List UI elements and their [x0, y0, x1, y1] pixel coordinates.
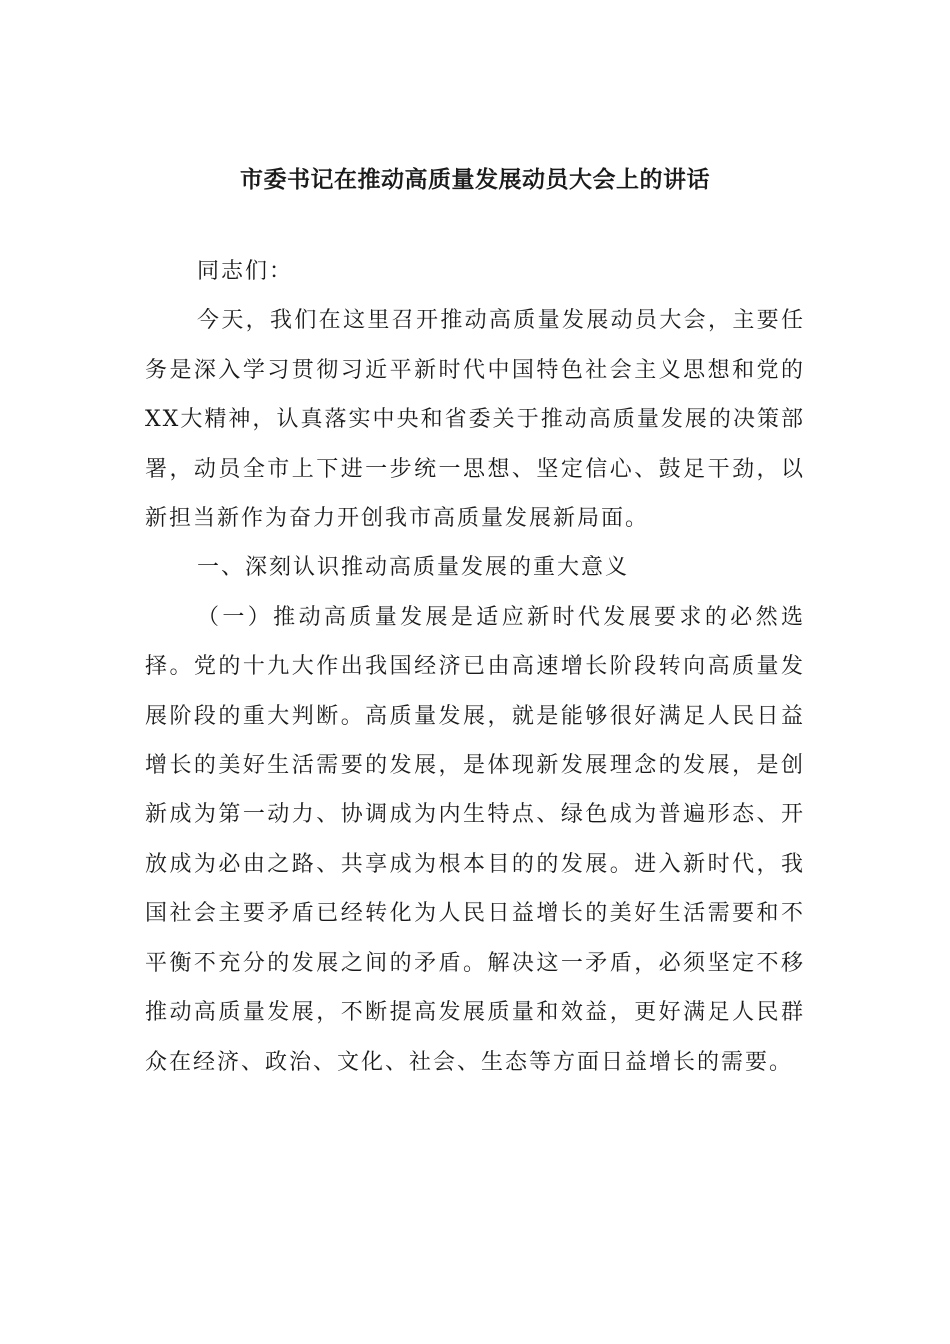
document-title: 市委书记在推动高质量发展动员大会上的讲话 — [240, 167, 710, 193]
opening-paragraph: 今天，我们在这里召开推动高质量发展动员大会，主要任务是深入学习贯彻习近平新时代中国特色社会主义思想和党的XX大精神，认真落实中央和省委关于推动高质量发展的决策部署，动员全市上下进一步统一思想、坚定信心、鼓足干劲，以新担当新作为奋力开创我市高质量发展新局面。 — [145, 308, 805, 532]
salutation-paragraph: 同志们： — [197, 259, 294, 284]
subsection-paragraph: （一）推动高质量发展是适应新时代发展要求的必然选择。党的十九大作出我国经济已由高速增长阶段转向高质量发展阶段的重大判断。高质量发展，就是能够很好满足人民日益增长的美好生活需要的发展，是体现新发展理念的发展，是创新成为第一动力、协调成为内生特点、绿色成为普遍形态、开放成为必由之路、共享成为根本目的的发展。进入新时代，我国社会主要矛盾已经转化为人民日益增长的美好生活需要和不平衡不充分的发展之间的矛盾。解决这一矛盾，必须坚定不移推动高质量发展，不断提高发展质量和效益，更好满足人民群众在经济、政治、文化、社会、生态等方面日益增长的需要。 — [145, 604, 805, 1075]
section-heading: 一、深刻认识推动高质量发展的重大意义 — [197, 555, 630, 581]
document-body — [145, 247, 805, 1087]
